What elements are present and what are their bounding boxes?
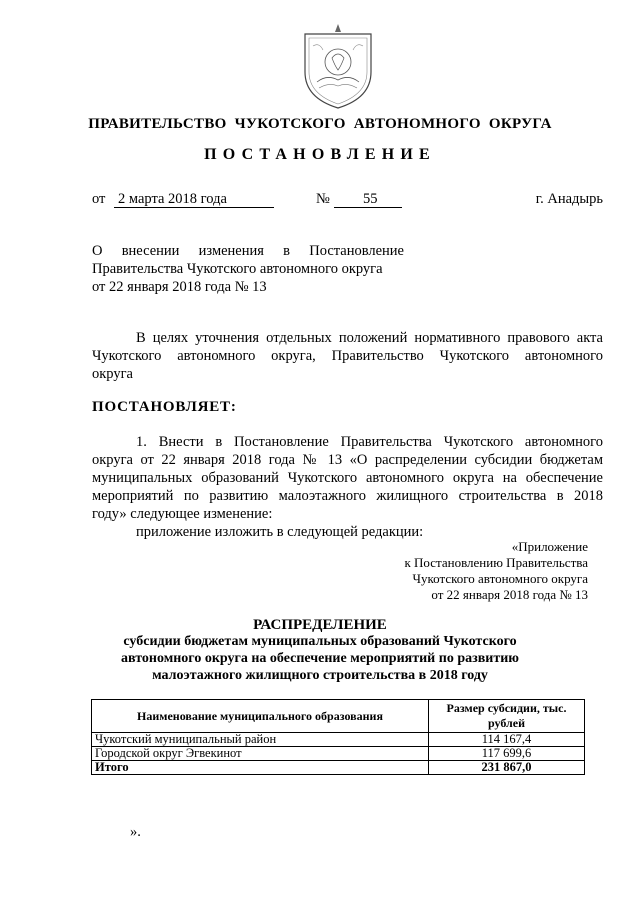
appendix-line: от 22 января 2018 года № 13 <box>431 587 588 602</box>
clause-line: округа от 22 января 2018 года № 13 «О распределении субсидии бюджетам <box>92 452 603 468</box>
table-header-row <box>92 700 585 733</box>
subject-line: Правительства Чукотского автономного округа <box>92 261 383 277</box>
appendix-line: Чукотского автономного округа <box>412 571 588 586</box>
number-label: № <box>316 191 330 207</box>
date-label: от <box>92 191 106 207</box>
preamble-block <box>92 329 603 383</box>
distribution-subtitle-line: автономного округа на обеспечение мероприятий по развитию <box>121 651 519 666</box>
subject-line: О внесении изменения в Постановление <box>92 243 404 259</box>
preamble-line: Чукотского автономного округа, Правительство Чукотского автономного <box>92 348 603 364</box>
amount-cell: 117 699,6 <box>429 747 585 761</box>
table-row <box>92 747 585 761</box>
clause-line: 1. Внести в Постановление Правительства Чукотского автономного <box>136 434 603 450</box>
preamble-line: округа <box>92 366 133 382</box>
municipality-cell: Городской округ Эгвекинот <box>92 747 429 761</box>
clause-line: приложение изложить в следующей редакции: <box>136 524 424 540</box>
appendix-line: к Постановлению Правительства <box>404 555 588 570</box>
preamble-line: В целях уточнения отдельных положений нормативного правового акта <box>136 330 603 346</box>
amount-cell: 114 167,4 <box>429 733 585 747</box>
coat-of-arms-emblem <box>297 20 379 112</box>
total-label-cell: Итого <box>92 761 429 775</box>
distribution-subtitle-line: субсидии бюджетам муниципальных образований Чукотского <box>123 634 517 649</box>
subject-block <box>92 242 404 296</box>
distribution-title: РАСПРЕДЕЛЕНИЕ <box>253 617 387 633</box>
appendix-reference <box>404 539 588 603</box>
city-name: г. Анадырь <box>535 191 603 207</box>
decree-title: ПОСТАНОВЛЕНИЕ <box>204 146 436 163</box>
appendix-line: «Приложение <box>511 539 588 554</box>
government-title: ПРАВИТЕЛЬСТВО ЧУКОТСКОГО АВТОНОМНОГО ОКРУГА <box>88 116 552 132</box>
distribution-subtitle-line: малоэтажного жилищного строительства в 2018 году <box>152 668 488 683</box>
table-total-row <box>92 761 585 775</box>
column-header-municipality: Наименование муниципального образования <box>92 700 429 733</box>
number-underline <box>334 207 402 208</box>
table-row <box>92 733 585 747</box>
clause-line: году» следующее изменение: <box>92 506 273 522</box>
clause-block <box>92 433 603 541</box>
date-underline <box>114 207 274 208</box>
clause-line: мероприятий по развитию малоэтажного жилищного строительства в 2018 <box>92 488 603 504</box>
subsidy-table <box>91 699 585 775</box>
distribution-subtitle <box>0 633 640 684</box>
decree-number: 55 <box>363 191 378 207</box>
municipality-cell: Чукотский муниципальный район <box>92 733 429 747</box>
column-header-amount: Размер субсидии, тыс. рублей <box>429 700 585 733</box>
decree-date: 2 марта 2018 года <box>118 191 227 207</box>
resolves-heading: ПОСТАНОВЛЯЕТ: <box>92 399 237 415</box>
subject-line: от 22 января 2018 года № 13 <box>92 279 267 295</box>
total-amount-cell: 231 867,0 <box>429 761 585 775</box>
clause-line: муниципальных образований Чукотского автономного округа на обеспечение <box>92 470 603 486</box>
closing-quote: ». <box>130 824 141 840</box>
